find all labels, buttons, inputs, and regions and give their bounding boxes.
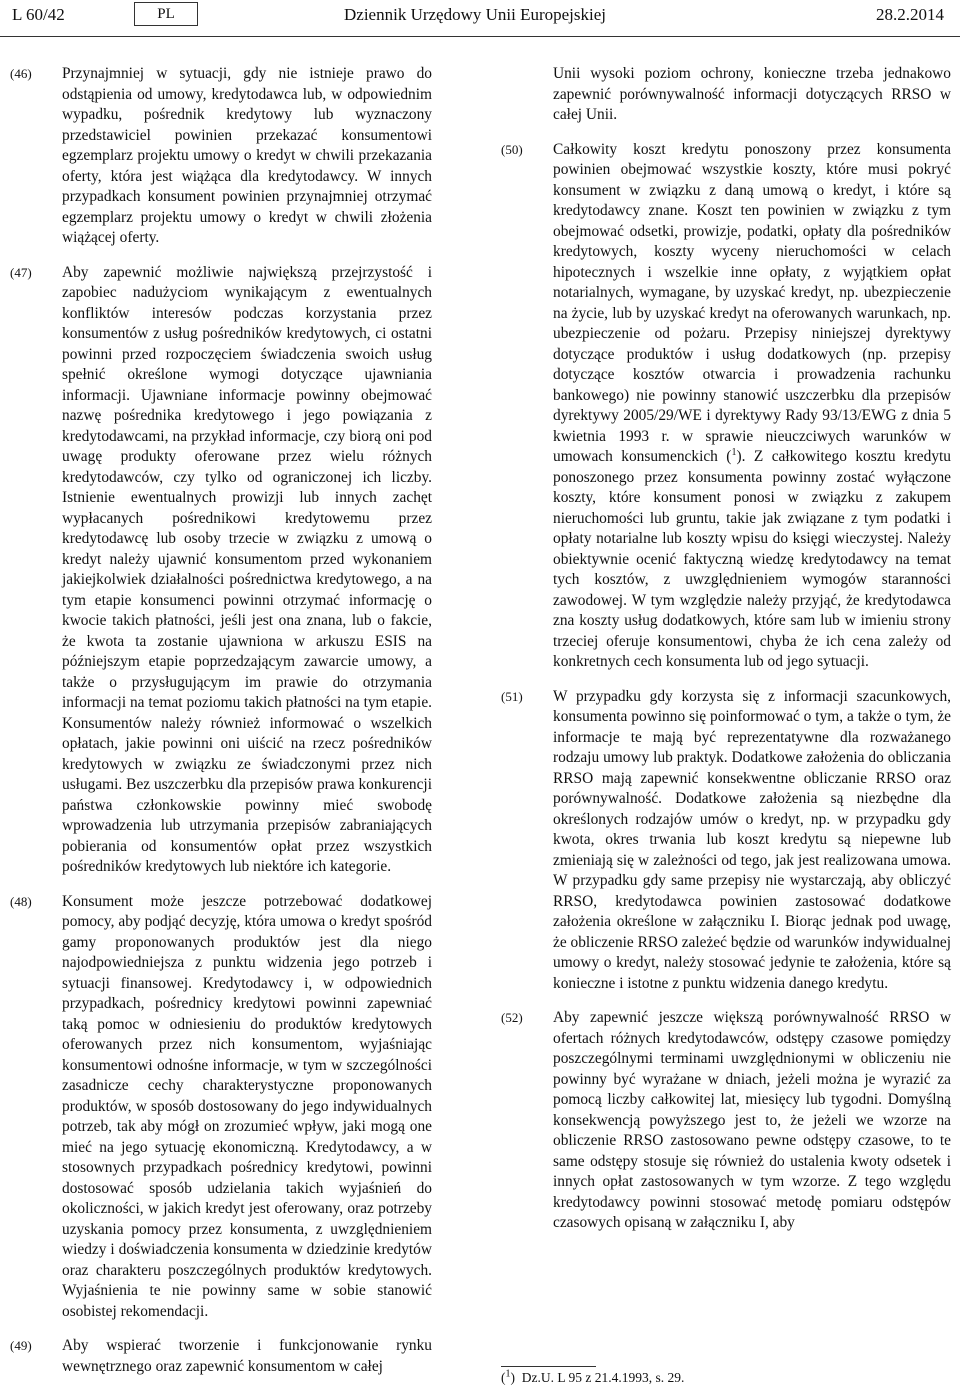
journal-title: Dziennik Urzędowy Unii Europejskiej [344, 5, 607, 24]
recital-51 [501, 687, 951, 995]
page-header [0, 0, 960, 37]
recital-text: Konsument może jeszcze potrzebować dodatkowej pomocy, aby podjąć decyzję, która umowa o kredyt spośród gamy proponowanych produktów jest dla niego najodpowiedniejsza z punktu widzenia jego potrzeb i sytuacji finansowej. Kredytodawcy i, w odpowiednich przypadkach, pośrednicy kredytowi powinni zapewniać taką pomoc w odniesieniu do produktów kredytowych oferowanych przez nich konsumentom, wyjaśniając konsumentowi odnośne informacje, w tym w szczególności zasadnicze cechy charakterystyczne proponowanych produktów, w sposób dostosowany do jego indywidualnych potrzeb, tak aby mógł on zrozumieć wpływ, jaki mogą one mieć na jego sytuację ekonomiczną. Kredytodawcy, a w stosownych przypadkach pośrednicy kredytowi, powinni dostosować sposób udzielania takich wyjaśnień do okoliczności, w jakich kredyt jest oferowany, oraz potrzeby uzyskania pomocy przez konsumenta, z uwzględnieniem wiedzy i doświadczenia konsumenta w dziedzinie kredytów oraz charakteru poszczególnych produktów kredytowych. Wyjaśnienia te nie powinny same w sobie stanowić osobistej rekomendacji. [62, 892, 432, 1320]
left-column [10, 64, 432, 1391]
footnote-reference: 1 [731, 446, 737, 458]
page-reference: L 60/42 [12, 5, 65, 24]
language-badge: PL [134, 2, 198, 26]
recital-number: (48) [10, 893, 32, 909]
recital-number: (47) [10, 264, 32, 280]
recital-number: (50) [501, 141, 523, 157]
recital-number: (52) [501, 1010, 523, 1025]
recital-text: Aby zapewnić jeszcze większą porównywalność RRSO w ofertach różnych kredytodawców, odstępy czasowe pomiędzy poszczególnymi terminami uwzględnionymi w obliczeniu nie powinny być wyrażane w dniach, jeżeli można je wyrazić za pomocą liczby całkowitej lat, miesięcy lub tygodni. Domyślną konsekwencją powyższego jest to, że jeżeli we wzorze na obliczenie RRSO zastosowano pewne odstępy czasowe, to te same odstępy stosuje się również do ustalenia kwoty odsetek i innych opłat zastosowanych w tym wzorze. Z tego względu kredytodawcy powinni stosować metodę pomiaru odstępów czasowych opisaną w załączniku I, aby [553, 1009, 951, 1231]
recital-text: Przynajmniej w sytuacji, gdy nie istnieje prawo do odstąpienia od umowy, kredytodawca lub, w odpowiednim wypadku, pośrednik kredytowy lub wyznaczony przedstawiciel powinien przekazać konsumentowi egzemplarz projektu umowy o kredyt w chwili przekazania oferty, która jest wiążąca dla kredytodawcy. W innych przypadkach konsument powinien przynajmniej otrzymać egzemplarz projektu umowy o kredyt w chwili złożenia wiążącej oferty. [62, 65, 432, 246]
recital-text-part: Całkowity koszt kredytu ponoszony przez konsumenta powinien obejmować wszystkie koszty, które musi pokryć konsument w związku z daną umową o kredyt, i które są kredytodawcy znane. Koszt ten powinien w związku z tym obejmować odsetki, prowizje, podatki, opłaty dla pośredników kredytowych, koszty wyceny nieruchomości w celach hipotecznych i wszelkie inne opłaty, z wyjątkiem opłat notarialnych, wymagane, by uzyskać kredyt, np. ubezpieczenie na życie, lub by uzyskać kredyt na oferowanych warunkach, np. ubezpieczenie od pożaru. Przepisy niniejszej dyrektywy dotyczące produktów i usług dodatkowych (np. przepisy dotyczące kosztów otwarcia i prowadzenia rachunku bankowego) nie powinny stanowić uszczerbku dla przepisów dyrektywy 2005/29/WE i dyrektywy Rady 93/13/EWG z dnia 5 kwietnia 1993 r. w sprawie nieuczciwych warunków w umowach konsumenckich ( [553, 140, 951, 465]
recital-49 [10, 1336, 432, 1377]
recital-number: (46) [10, 66, 32, 81]
recital-48 [10, 892, 432, 1323]
recital-text: W przypadku gdy korzysta się z informacji szacunkowych, konsumenta powinno się poinformować o tym, a także o tym, że informacje te mają być reprezentatywne dla rozważanego rodzaju umowy lub praktyk. Dodatkowe założenia do obliczania RRSO mają zapewnić konsekwentne obliczanie RRSO oraz porównywalność. Dodatkowe założenia są niezbędne dla określonych rodzajów umów o kredyt, np. w przypadku gdy kwota, okres trwania lub koszt kredytu są niepewne lub zmieniają się w zależności od tego, jak jest realizowana umowa. W przypadku gdy same przepisy nie wystarczają, aby obliczyć RRSO, kredytodawca powinien zastosować dodatkowe założenia określone w załączniku I. Biorąc jednak pod uwagę, że obliczenie RRSO zależeć będzie od warunków indywidualnej umowy o kredyt, należy stosować jedynie te założenia, które są konieczne i istotne z punktu widzenia danego kredytu. [553, 687, 951, 992]
footnote-divider [501, 1366, 596, 1367]
recital-46 [10, 64, 432, 249]
publication-date: 28.2.2014 [876, 5, 944, 24]
recital-number: (49) [10, 1338, 32, 1353]
footnote: ($^1$) Dz.U. L 95 z 21.4.1993, s. 29. [501, 1368, 685, 1385]
recital-text [553, 140, 951, 673]
recital-49-continuation [501, 64, 951, 126]
right-column [501, 64, 951, 1248]
recital-50 [501, 140, 951, 673]
recital-text: Aby zapewnić możliwie największą przejrzystość i zapobiec nadużyciom wynikającym z ewentualnych konfliktów interesów podczas korzystania przez konsumentów z usług pośredników kredytowych, ci ostatni powinni przed rozpoczęciem świadczenia swoich usług spełnić określone wymogi dotyczące ujawniania informacji. Ujawniane informacje powinny obejmować nazwę pośrednika kredytowego i jego powiązania z kredytodawcami, na przykład informacje, czy biorą oni pod uwagę produkty oferowane przez wielu różnych kredytodawców, czy tylko od ograniczonej ich liczby. Istnienie ewentualnych prowizji lub innych zachęt wypłacanych pośrednikowi kredytowemu przez kredytodawcę lub osoby trzecie w związku z umową o kredyt należy ujawnić konsumentom przed wykonaniem jakiejkolwiek działalności pośrednictwa kredytowego, a na tym etapie konsumenci powinni otrzymać informację o kwocie takich płatności, jeśli jest ona znana, lub o fakcie, że kwota ta zostanie ujawniona w arkuszu ESIS na późniejszym etapie poprzedzającym zawarcie umowy, a także o przysługującym im prawie do otrzymania informacji na temat poziomu takich płatności na tym etapie. Konsumentów należy również informować o wszelkich opłatach, jakie powinni oni uiścić na rzecz pośredników kredytowych w związku ze świadczonymi przez nich usługami. Bez uszczerbku dla przepisów prawa konkurencji państwa członkowskie powinny mieć swobodę wprowadzenia lub utrzymania przepisów zabraniających pobierania od konsumentów opłat przez wszystkich pośredników kredytowych lub niektóre ich kategorie. [62, 263, 432, 875]
recital-number: (51) [501, 688, 523, 704]
recital-text: Unii wysoki poziom ochrony, konieczne trzeba jednakowo zapewnić porównywalność informacji dotyczących RRSO w całej Unii. [553, 65, 951, 123]
footnote-mark: 1 [505, 1368, 511, 1380]
recital-52 [501, 1008, 951, 1234]
recital-text-part: ). Z całkowitego kosztu kredytu ponoszonego przez konsumenta powinny zostać wyłączone koszty, które konsument ponosi w związku z zakupem nieruchomości lub gruntu, takie jak związane z tym podatki i opłaty notarialne lub koszty wpisu do księgi wieczystej. Należy obiektywnie ocenić faktyczną wiedzę kredytodawcy na temat tych kosztów, z uwzględnieniem wymogów staranności zawodowej. W tym względzie należy przyjąć, że kredytodawca zna koszty usług dodatkowych, które sam lub w imieniu strony trzeciej oferuje konsumentowi, chyba że ich cena zależy od konkretnych cech konsumenta lub od jego sytuacji. [553, 448, 951, 670]
recital-47 [10, 263, 432, 878]
recital-text: Aby wspierać tworzenie i funkcjonowanie rynku wewnętrznego oraz zapewnić konsumentom w całej [62, 1337, 432, 1375]
footnote-text: Dz.U. L 95 z 21.4.1993, s. 29. [521, 1370, 685, 1385]
